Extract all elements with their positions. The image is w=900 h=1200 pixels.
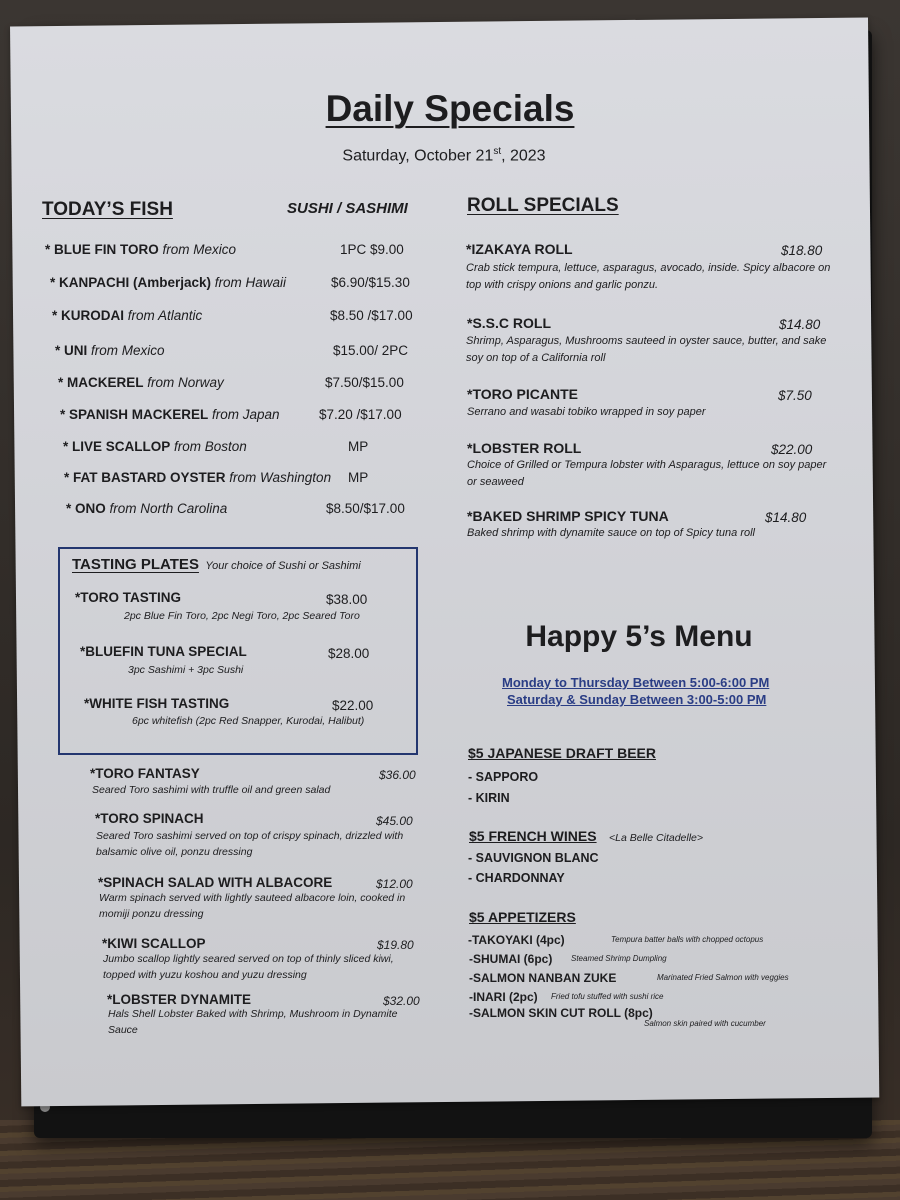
fish-price: $7.50/$15.00 <box>325 375 404 390</box>
fish-row <box>50 275 286 290</box>
special-item-name: *KIWI SCALLOP <box>102 936 206 951</box>
tasting-item-name: *TORO TASTING <box>75 590 182 605</box>
special-item-price: $45.00 <box>376 814 413 828</box>
roll-item-desc: Choice of Grilled or Tempura lobster with Asparagus, lettuce on soy paper or seaweed <box>467 459 827 488</box>
wine-heading: $5 FRENCH WINES <box>469 828 597 844</box>
fish-origin: from Japan <box>212 407 280 422</box>
fish-price: $15.00/ 2PC <box>333 343 409 358</box>
fish-price: MP <box>348 439 369 454</box>
fish-name: * KURODAI <box>52 308 125 323</box>
fish-origin: from Mexico <box>91 343 165 358</box>
appetizer-name: -SALMON NANBAN ZUKE <box>469 971 617 985</box>
roll-item-name: *BAKED SHRIMP SPICY TUNA <box>467 508 669 524</box>
special-item-price: $19.80 <box>377 938 414 952</box>
appetizer-name: -SHUMAI (6pc) <box>469 952 553 966</box>
tasting-item-name: *BLUEFIN TUNA SPECIAL <box>80 644 247 659</box>
fish-name: * FAT BASTARD OYSTER <box>64 470 226 485</box>
fish-name: * UNI <box>55 343 88 358</box>
appetizer-name: -INARI (2pc) <box>469 990 538 1004</box>
fish-name: * MACKEREL <box>58 375 144 390</box>
fish-name: * LIVE SCALLOP <box>63 439 171 454</box>
tasting-item-desc: 2pc Blue Fin Toro, 2pc Negi Toro, 2pc Seared Toro <box>124 610 360 622</box>
fish-origin: from Norway <box>147 375 224 390</box>
special-item-price: $32.00 <box>383 994 420 1008</box>
fish-row <box>58 375 224 390</box>
fish-row <box>64 470 331 485</box>
fish-row <box>63 439 247 454</box>
wine-item: - SAUVIGNON BLANC <box>468 851 599 865</box>
special-item-desc: Hals Shell Lobster Baked with Shrimp, Mushroom in Dynamite Sauce <box>108 1008 398 1036</box>
page-title: Daily Specials <box>325 88 575 129</box>
tasting-heading: TASTING PLATES <box>72 556 199 573</box>
tasting-item-name: *WHITE FISH TASTING <box>84 696 230 711</box>
tasting-item-price: $22.00 <box>332 698 374 713</box>
fish-row <box>55 343 165 358</box>
appetizer-name: -TAKOYAKI (4pc) <box>468 933 565 947</box>
fish-heading: TODAY’S FISH <box>42 199 173 220</box>
roll-item-price: $14.80 <box>765 510 807 525</box>
tasting-item-desc: 6pc whitefish (2pc Red Snapper, Kurodai, Halibut) <box>132 715 365 727</box>
fish-price: $8.50 /$17.00 <box>330 308 413 323</box>
fish-origin: from Hawaii <box>214 275 287 290</box>
fish-name: * SPANISH MACKEREL <box>60 407 209 422</box>
roll-item-name: *S.S.C ROLL <box>467 315 552 331</box>
roll-item-price: $7.50 <box>778 388 812 403</box>
beer-item: - KIRIN <box>468 791 510 805</box>
menu-date: Saturday, October 21st, 2023 <box>342 146 546 165</box>
fish-column-label: SUSHI / SASHIMI <box>287 200 408 217</box>
beer-heading: $5 JAPANESE DRAFT BEER <box>468 745 657 761</box>
fish-name: * ONO <box>66 501 106 516</box>
fish-row <box>60 407 280 422</box>
tasting-item-desc: 3pc Sashimi + 3pc Sushi <box>128 664 244 676</box>
fish-price: $8.50/$17.00 <box>326 501 405 516</box>
special-item-desc: Seared Toro sashimi with truffle oil and green salad <box>92 784 331 796</box>
roll-item-name: *LOBSTER ROLL <box>467 440 582 456</box>
fish-price: $6.90/$15.30 <box>331 275 410 290</box>
special-item-desc: Warm spinach served with lightly sauteed albacore loin, cooked in momiji ponzu dressing <box>99 892 406 920</box>
roll-item-desc: Serrano and wasabi tobiko wrapped in soy paper <box>467 406 706 418</box>
fish-origin: from Atlantic <box>127 308 203 323</box>
fish-price: 1PC $9.00 <box>340 242 404 257</box>
special-item-price: $12.00 <box>376 877 413 891</box>
special-item-price: $36.00 <box>379 768 416 782</box>
roll-item-desc: Shrimp, Asparagus, Mushrooms sauteed in oyster sauce, butter, and sake soy on top of a California roll <box>466 335 827 364</box>
appetizer-desc: Fried tofu stuffed with sushi rice <box>551 992 664 1001</box>
roll-item-price: $22.00 <box>771 442 813 457</box>
fish-row <box>52 308 202 323</box>
appetizer-desc: Tempura batter balls with chopped octopus <box>611 935 764 944</box>
roll-item-name: *TORO PICANTE <box>467 386 578 402</box>
happy-hours-weekday: Monday to Thursday Between 5:00-6:00 PM <box>502 675 770 690</box>
special-item-desc: Jumbo scallop lightly seared served on top of thinly sliced kiwi, topped with yuzu koshou and yuzu dressing <box>103 953 394 981</box>
roll-item-price: $14.80 <box>779 317 821 332</box>
wine-note: <La Belle Citadelle> <box>609 832 704 844</box>
fish-origin: from Boston <box>174 439 247 454</box>
beer-item: - SAPPORO <box>468 770 539 784</box>
roll-item-desc: Baked shrimp with dynamite sauce on top of Spicy tuna roll <box>467 527 755 539</box>
happy-hours-weekend: Saturday & Sunday Between 3:00-5:00 PM <box>507 692 767 707</box>
fish-name: * KANPACHI (Amberjack) <box>50 275 212 290</box>
roll-item-name: *IZAKAYA ROLL <box>466 241 573 257</box>
fish-origin: from Washington <box>229 470 332 485</box>
fish-origin: from Mexico <box>162 242 237 257</box>
tasting-item-price: $38.00 <box>326 592 368 607</box>
special-item-name: *TORO SPINACH <box>95 811 204 826</box>
tasting-note: Your choice of Sushi or Sashimi <box>205 560 361 572</box>
fish-name: * BLUE FIN TORO <box>45 242 159 257</box>
fish-price: $7.20 /$17.00 <box>319 407 402 422</box>
fish-row <box>45 242 236 257</box>
roll-item-desc: Crab stick tempura, lettuce, asparagus, avocado, inside. Spicy albacore on top with crispy onions and garlic ponzu. <box>466 262 831 291</box>
special-item-name: *SPINACH SALAD WITH ALBACORE <box>98 875 333 890</box>
roll-heading: ROLL SPECIALS <box>467 195 619 216</box>
fish-price: MP <box>348 470 369 485</box>
fish-row <box>66 501 227 516</box>
special-item-name: *TORO FANTASY <box>90 766 200 781</box>
happy-title: Happy 5’s Menu <box>525 620 753 653</box>
fish-origin: from North Carolina <box>109 501 228 516</box>
wine-item: - CHARDONNAY <box>468 871 565 885</box>
tasting-item-price: $28.00 <box>328 646 370 661</box>
tasting-header <box>72 556 361 574</box>
appetizers-heading: $5 APPETIZERS <box>469 909 576 925</box>
special-item-name: *LOBSTER DYNAMITE <box>107 992 252 1007</box>
appetizer-desc: Salmon skin paired with cucumber <box>644 1019 766 1028</box>
appetizer-desc: Steamed Shrimp Dumpling <box>571 954 667 963</box>
roll-item-price: $18.80 <box>781 243 823 258</box>
appetizer-desc: Marinated Fried Salmon with veggies <box>657 973 789 982</box>
appetizer-name: -SALMON SKIN CUT ROLL (8pc) <box>469 1006 653 1020</box>
special-item-desc: Seared Toro sashimi served on top of crispy spinach, drizzled with balsamic olive oil, ponzu dressing <box>96 830 404 858</box>
wine-header <box>469 828 703 846</box>
